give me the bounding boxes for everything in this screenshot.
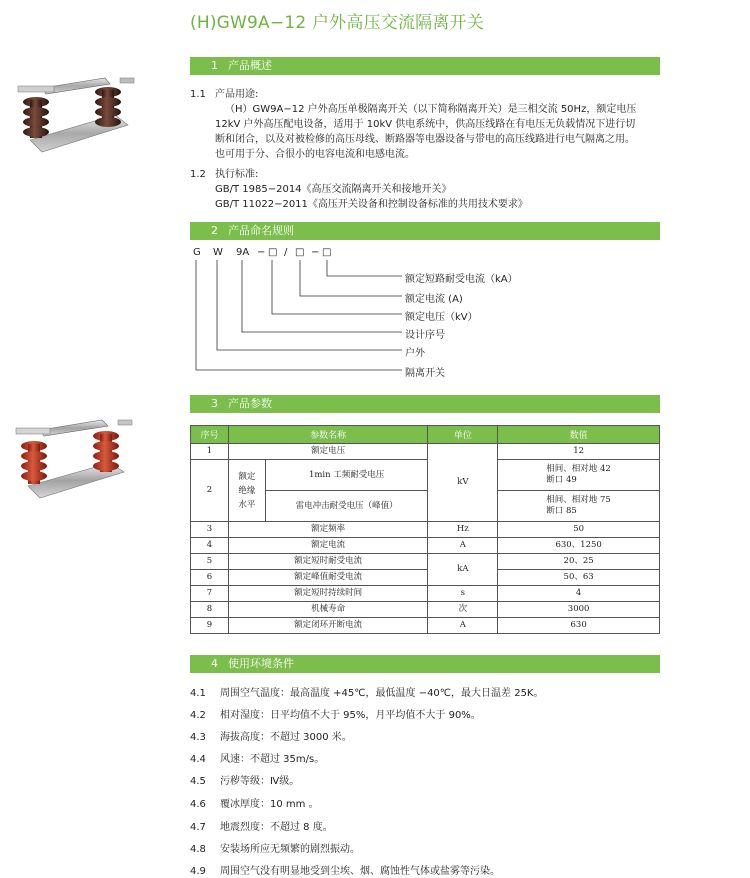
section-bar-naming: 2 产品命名规则 xyxy=(190,222,660,240)
standards-number: 1.2 xyxy=(190,169,206,180)
standards-list: GB/T 1985−2014《高压交流隔离开关和接地开关》 GB/T 11022−2011《高压开关设备和控制设备标准的共用技术要求》 xyxy=(215,184,528,210)
env-item: 4.7 地震烈度：不超过 8 度。 xyxy=(190,822,333,833)
naming-label-short-circuit: 额定短路耐受电流（kA） xyxy=(405,274,518,285)
product-photo-brown xyxy=(10,70,140,165)
header-no: 序号 xyxy=(191,426,229,444)
table-row: 7 额定短时持续时间 s 4 xyxy=(191,586,660,602)
naming-label-design-no: 设计序号 xyxy=(405,330,445,341)
section-bar-environment: 4 使用环境条件 xyxy=(190,655,660,673)
table-row: 雷电冲击耐受电压（峰值） 相间、相对地 75 断口 85 xyxy=(191,491,660,522)
parameter-table xyxy=(190,425,660,634)
table-row: 5 额定短时耐受电流 kA 20、25 xyxy=(191,554,660,570)
naming-connector-lines xyxy=(190,258,410,378)
env-item: 4.4 风速：不超过 35m/s。 xyxy=(190,754,325,765)
env-item: 4.5 污秽等级：Ⅳ级。 xyxy=(190,776,300,787)
header-value: 数值 xyxy=(498,426,660,444)
overview-item-heading: 产品用途: xyxy=(215,89,259,100)
section-bar-params: 3 产品参数 xyxy=(190,395,660,413)
naming-label-voltage: 额定电压（kV） xyxy=(405,312,478,323)
product-photo-red xyxy=(10,408,140,508)
naming-label-outdoor: 户外 xyxy=(405,348,425,359)
table-row: 1 额定电压 kV 12 xyxy=(191,444,660,460)
table-header-row xyxy=(191,426,660,444)
table-row: 2 额定 绝缘 水平 1min 工频耐受电压 相间、相对地 42 断口 49 xyxy=(191,460,660,491)
section-bar-overview: 1 产品概述 xyxy=(190,57,660,75)
header-unit: 单位 xyxy=(428,426,498,444)
page-title: (H)GW9A−12 户外高压交流隔离开关 xyxy=(190,13,484,33)
env-item: 4.9 周围空气没有明显地受到尘埃、烟、腐蚀性气体或盐雾等污染。 xyxy=(190,866,500,877)
table-row: 6 额定峰值耐受电流 50、63 xyxy=(191,570,660,586)
naming-label-disconnector: 隔离开关 xyxy=(405,368,445,379)
header-param: 参数名称 xyxy=(228,426,428,444)
env-item: 4.6 覆冰厚度：10 mm 。 xyxy=(190,799,319,810)
overview-paragraph: （H）GW9A−12 户外高压单极隔离开关（以下简称隔离开关）是三相交流 50Hz，额定电压 12kV 户外高压配电设备，适用于 10kV 供电系统中，供高压线路在有电压无负载情况下进行切 断和闭合，以及对被检修的高压母线、断路器等电器设备与带电的高压线路进行电气隔离之用。 也可用于分、合很小的电容电流和电感电流。 xyxy=(215,104,637,160)
table-row: 9 额定闭环开断电流 A 630 xyxy=(191,618,660,634)
overview-item-number: 1.1 xyxy=(190,89,206,100)
standards-heading: 执行标准: xyxy=(215,169,259,180)
env-item: 4.3 海拔高度：不超过 3000 米。 xyxy=(190,732,352,743)
table-row: 8 机械寿命 次 3000 xyxy=(191,602,660,618)
env-item: 4.8 安装场所应无频繁的剧烈振动。 xyxy=(190,844,360,855)
table-row: 4 额定电流 A 630、1250 xyxy=(191,538,660,554)
env-item: 4.2 相对湿度：日平均值不大于 95%，月平均值不大于 90%。 xyxy=(190,710,481,721)
env-item: 4.1 周围空气温度：最高温度 +45℃，最低温度 −40℃，最大日温差 25K。 xyxy=(190,688,544,699)
naming-label-current: 额定电流 (A) xyxy=(405,294,463,305)
table-row: 3 额定频率 Hz 50 xyxy=(191,522,660,538)
